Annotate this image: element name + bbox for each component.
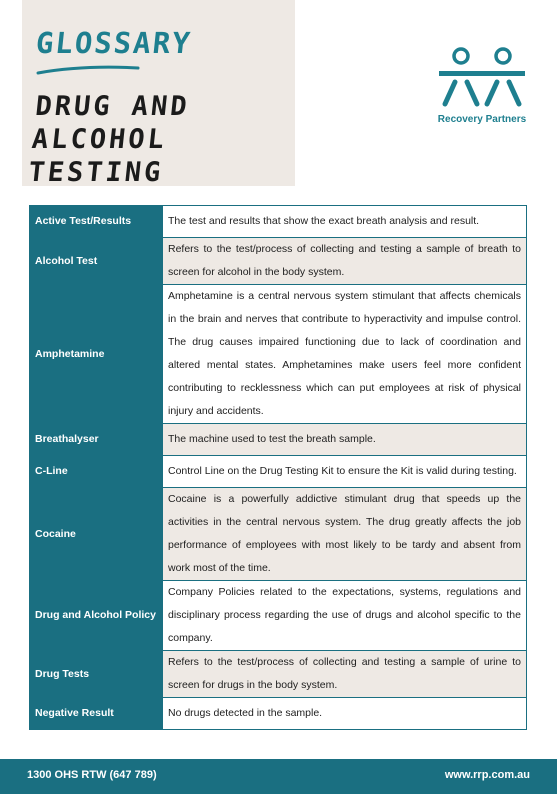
definition-cell: Company Policies related to the expectations, systems, regulations and disciplinary process regarding the use of drugs and alcohol specific to the company. [163, 581, 527, 651]
term-cell: Amphetamine [30, 285, 163, 424]
definition-cell: Amphetamine is a central nervous system stimulant that affects chemicals in the brain and nerves that contribute to hyperactivity and impulse control. The drug causes impaired functioning due to lack of coordination and altered mental states. Amphetamines make users feel more confident contributing to recklessness which can put employees at risk of physical injury and accidents. [163, 285, 527, 424]
term-cell: Negative Result [30, 698, 163, 730]
recovery-partners-logo [430, 46, 534, 125]
definition-cell: Refers to the test/process of collecting and testing a sample of urine to screen for drugs in the body system. [163, 651, 527, 698]
two-people-icon [435, 46, 529, 108]
table-row [30, 581, 527, 651]
term-cell: Alcohol Test [30, 238, 163, 285]
term-cell: Drug Tests [30, 651, 163, 698]
definition-cell: Control Line on the Drug Testing Kit to ensure the Kit is valid during testing. [163, 456, 527, 488]
definition-cell: No drugs detected in the sample. [163, 698, 527, 730]
footer-bar [0, 759, 557, 794]
glossary-table [29, 205, 527, 730]
term-cell: C-Line [30, 456, 163, 488]
term-cell: Drug and Alcohol Policy [30, 581, 163, 651]
logo-label: Recovery Partners [437, 114, 527, 125]
definition-cell: Cocaine is a powerfully addictive stimulant drug that speeds up the activities in the central nervous system. The drug greatly affects the job performance of employees with most likely to be tardy and absent from work most of the time. [163, 488, 527, 581]
table-row [30, 285, 527, 424]
table-row [30, 488, 527, 581]
table-row [30, 424, 527, 456]
term-cell: Cocaine [30, 488, 163, 581]
table-row [30, 238, 527, 285]
table-row [30, 456, 527, 488]
definition-cell: Refers to the test/process of collecting and testing a sample of breath to screen for alcohol in the body system. [163, 238, 527, 285]
page-title: DRUG AND ALCOHOL TESTING [26, 91, 192, 188]
table-row [30, 698, 527, 730]
definition-cell: The machine used to test the breath sample. [163, 424, 527, 456]
footer-website-link[interactable]: www.rrp.com.au [444, 769, 530, 781]
table-row [30, 651, 527, 698]
term-cell: Breathalyser [30, 424, 163, 456]
footer-phone: 1300 OHS RTW (647 789) [27, 769, 157, 781]
glossary-heading: GLOSSARY [34, 26, 194, 60]
definition-cell: The test and results that show the exact breath analysis and result. [163, 206, 527, 238]
term-cell: Active Test/Results [30, 206, 163, 238]
brush-underline [36, 62, 140, 76]
table-row [30, 206, 527, 238]
